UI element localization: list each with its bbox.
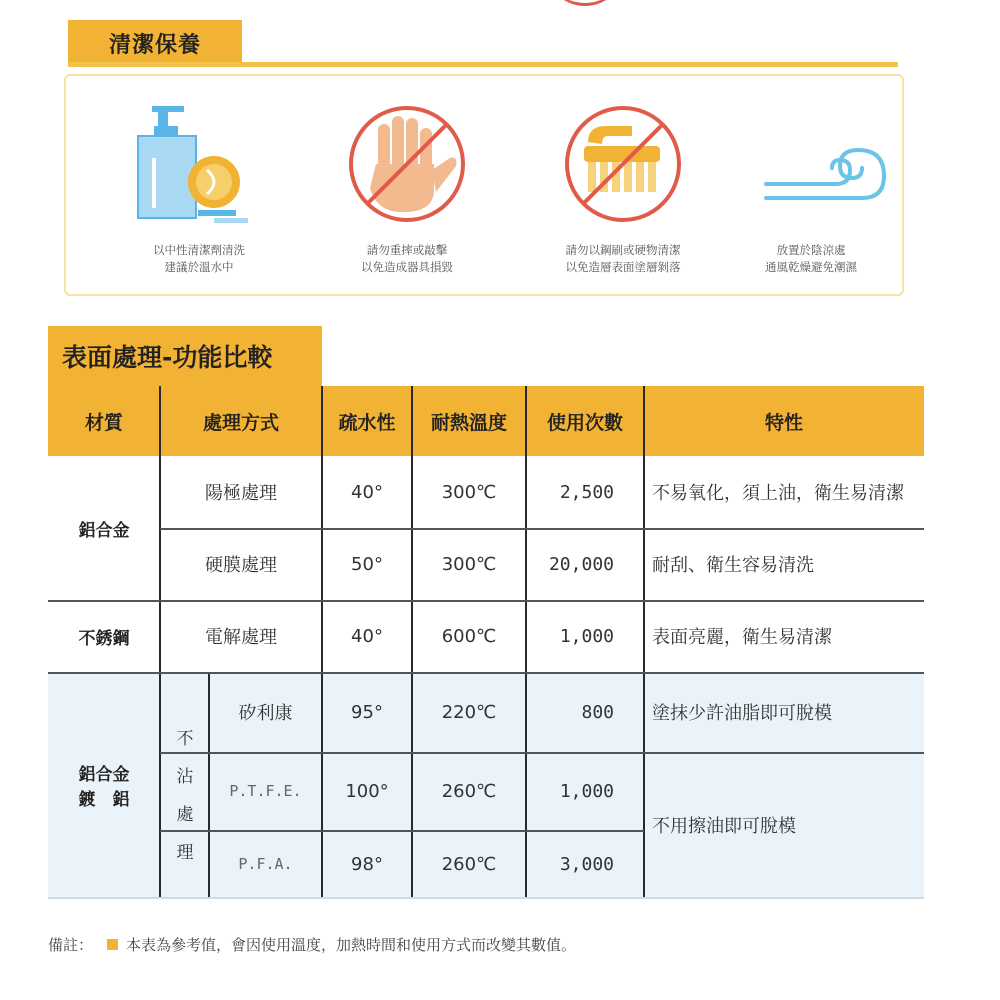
care-item-detergent: [94, 98, 304, 276]
wind-icon: [706, 98, 916, 228]
group-stainless: 不銹鋼: [78, 628, 130, 649]
cell-uses: 800: [581, 701, 614, 723]
care-caption-4: 放置於陰涼處 通風乾燥避免潮濕: [765, 243, 857, 274]
group-coated-aluminum: 鋁合金 鍍 鋁: [78, 765, 130, 810]
cell-uses: 2,500: [559, 481, 614, 503]
cell-feature: 耐刮、衛生容易清洗: [652, 555, 814, 576]
care-caption-3: 請勿以鋼刷或硬物清潔 以免造層表面塗層剝落: [565, 243, 681, 274]
header-use-count: 使用次數: [546, 411, 623, 434]
care-title-underline: [68, 62, 898, 67]
care-item-dry-storage: [706, 98, 916, 276]
care-instructions-box: [64, 74, 904, 296]
care-caption-2: 請勿重摔或敲擊 以免造成器具損毀: [361, 243, 453, 274]
cell-uses: 1,000: [559, 780, 614, 802]
cell-hydrophobicity: 95°: [351, 701, 383, 723]
cell-method: P.T.F.E.: [229, 782, 302, 800]
bullet-square-icon: [107, 939, 118, 950]
cell-uses: 20,000: [548, 553, 614, 575]
cell-heat: 260℃: [441, 853, 497, 875]
cell-method: P.F.A.: [238, 855, 293, 873]
header-hydrophobicity: 疏水性: [338, 411, 396, 434]
header-characteristics: 特性: [764, 411, 803, 434]
cell-feature: 塗抹少許油脂即可脫模: [652, 703, 832, 724]
cell-hydrophobicity: 98°: [351, 853, 383, 875]
cell-feature: 表面亮麗，衛生易清潔: [652, 627, 832, 648]
header-treatment: 處理方式: [202, 411, 279, 434]
cell-heat: 600℃: [441, 625, 497, 647]
cell-heat: 260℃: [441, 780, 497, 802]
no-brush-icon: [518, 98, 728, 228]
no-hand-strike-icon: [302, 98, 512, 228]
cell-hydrophobicity: 40°: [351, 625, 383, 647]
care-caption-1: 以中性清潔劑清洗 建議於溫水中: [153, 243, 245, 274]
cell-uses: 1,000: [559, 625, 614, 647]
cell-method: 硬膜處理: [205, 555, 277, 576]
comparison-table: [48, 386, 924, 898]
cell-hydrophobicity: 50°: [351, 553, 383, 575]
cell-heat: 300℃: [441, 553, 497, 575]
footnote-text: 本表為參考值，會因使用溫度，加熱時間和使用方式而改變其數值。: [126, 936, 577, 954]
detergent-bottle-icon: [94, 98, 304, 228]
cell-feature-merged: 不用擦油即可脫模: [652, 816, 796, 837]
cell-method: 電解處理: [205, 627, 277, 648]
care-section-title: 清潔保養: [68, 20, 242, 66]
header-material: 材質: [84, 411, 123, 434]
care-item-no-strike: [302, 98, 512, 276]
comparison-section-title: 表面處理-功能比較: [48, 326, 322, 386]
decorative-arc: [545, 0, 625, 6]
footnote-label: 備註：: [48, 936, 94, 954]
group-aluminum: 鋁合金: [78, 520, 130, 541]
cell-hydrophobicity: 40°: [351, 481, 383, 503]
header-heat-resistance: 耐熱溫度: [430, 411, 507, 434]
cell-heat: 220℃: [441, 701, 497, 723]
cell-feature: 不易氧化，須上油，衛生易清潔: [652, 483, 904, 504]
cell-method: 陽極處理: [205, 483, 277, 504]
care-item-no-brush: [518, 98, 728, 276]
cell-uses: 3,000: [559, 853, 614, 875]
nonstick-vertical-label: 不 沾 處 理: [176, 729, 194, 863]
cell-method: 矽利康: [238, 703, 293, 724]
cell-heat: 300℃: [441, 481, 497, 503]
footnote: [48, 934, 576, 955]
cell-hydrophobicity: 100°: [345, 780, 389, 802]
